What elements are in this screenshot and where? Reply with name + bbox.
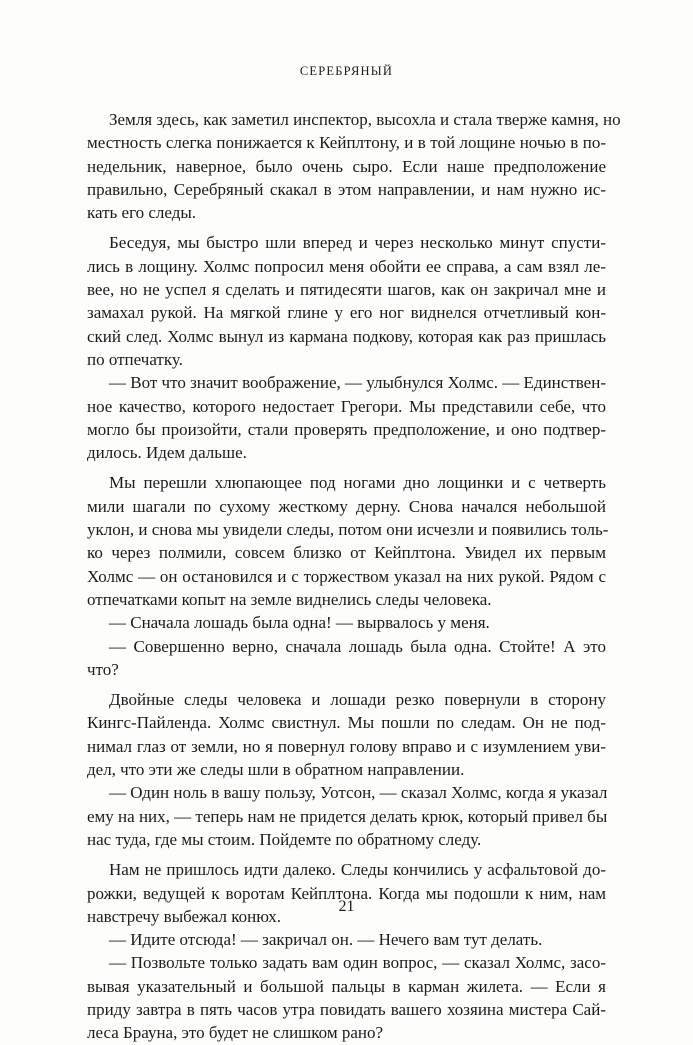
text-line: отпечатками копыт на земле виднелись следы человека. bbox=[87, 589, 492, 609]
paragraph bbox=[87, 781, 606, 851]
text-line: вывая указательный и большой пальцы в карман жилета. — Если я bbox=[87, 976, 606, 996]
text-line: Холмс — он остановился и с торжеством указал на них рукой. Рядом с bbox=[87, 566, 606, 586]
text-line: недельник, наверное, было очень сыро. Если наше предположение bbox=[87, 156, 606, 176]
text-line: — Сначала лошадь была одна! — вырвалось у меня. bbox=[109, 613, 490, 633]
text-line: местность слегка понижается к Кейплтону, и в той лощине ночью в по- bbox=[87, 133, 606, 153]
text-line: ский след. Холмс вынул из кармана подкову, которая как раз пришлась bbox=[87, 326, 606, 346]
paragraph bbox=[87, 928, 606, 951]
text-line: кать его следы. bbox=[87, 203, 197, 223]
text-line: — Один ноль в вашу пользу, Уотсон, — сказал Холмс, когда я указал bbox=[109, 783, 608, 803]
text-line: мили шагали по сухому жесткому дерну. Снова начался небольшой bbox=[87, 496, 606, 516]
text-line: что? bbox=[87, 659, 119, 679]
text-line: уклон, и снова мы увидели следы, потом они исчезли и появились толь- bbox=[87, 520, 609, 540]
text-line: навстречу выбежал конюх. bbox=[87, 906, 282, 926]
text-line: нимал глаз от земли, но я повернул голову вправо и с изумлением уви- bbox=[87, 736, 606, 756]
text-line: приду завтра в пять часов утра повидать вашего хозяина мистера Сай- bbox=[87, 999, 606, 1019]
paragraph bbox=[87, 371, 606, 464]
text-line: Нам не пришлось идти далеко. Следы кончились у асфальтовой до- bbox=[109, 860, 606, 880]
text-line: нас туда, где мы стоим. Пойдемте по обратному следу. bbox=[87, 829, 482, 849]
running-header: СЕРЕБРЯНЫЙ bbox=[299, 64, 394, 78]
page-number: 21 bbox=[338, 898, 355, 915]
text-line: Двойные следы человека и лошади резко повернули в сторону bbox=[109, 690, 606, 710]
text-line: Беседуя, мы быстро шли вперед и через несколько минут спусти- bbox=[109, 233, 606, 253]
text-line: могло бы произойти, стали проверять предположение, и оно подтвер- bbox=[87, 419, 606, 439]
paragraph bbox=[87, 688, 606, 781]
text-line: ное качество, которого недостает Грегори. Мы представили себе, что bbox=[87, 396, 606, 416]
text-line: — Вот что значит воображение, — улыбнулся Холмс. — Единствен- bbox=[109, 373, 606, 393]
text-line: леса Брауна, это будет не слишком рано? bbox=[87, 1023, 384, 1043]
text-line: Земля здесь, как заметил инспектор, высохла и стала тверже камня, но bbox=[109, 110, 621, 129]
paragraph bbox=[87, 231, 606, 371]
text-line: — Идите отсюда! — закричал он. — Нечего вам тут делать. bbox=[109, 930, 543, 950]
text-line: дилось. Идем дальше. bbox=[87, 443, 247, 463]
text-line: — Совершенно верно, сначала лошадь была одна. Стойте! А это bbox=[109, 636, 606, 656]
paragraph bbox=[87, 611, 606, 634]
paragraph bbox=[87, 471, 609, 611]
paragraph bbox=[87, 951, 606, 1044]
text-line: лись в лощину. Холмс попросил меня обойти ее справа, а сам взял ле- bbox=[87, 256, 606, 276]
paragraph bbox=[87, 858, 606, 928]
text-line: Мы перешли хлюпающее под ногами дно лощинки и с четверть bbox=[109, 473, 606, 493]
text-line: дел, что эти же следы шли в обратном направлении. bbox=[87, 760, 465, 780]
text-line: ко через полмили, совсем близко от Кейплтона. Увидел их первым bbox=[87, 543, 606, 563]
text-line: ему на них, — теперь нам не придется делать крюк, который привел бы bbox=[87, 806, 608, 826]
text-line: вее, но не успел я сделать и пятидесяти шагов, как он закричал мне и bbox=[87, 280, 606, 300]
text-line: рожки, ведущей к воротам Кейплтона. Когда мы подошли к ним, нам bbox=[87, 883, 606, 903]
text-line: — Позвольте только задать вам один вопрос, — сказал Холмс, засо- bbox=[109, 953, 606, 973]
text-line: правильно, Серебряный скакал в этом направлении, и нам нужно ис- bbox=[87, 179, 606, 199]
text-line: замахал рукой. На мягкой глине у его ног виднелся отчетливый кон- bbox=[87, 303, 606, 323]
paragraph bbox=[87, 635, 606, 682]
text-line: Кингс-Пайленда. Холмс свистнул. Мы пошли по следам. Он не под- bbox=[87, 713, 606, 733]
paragraph bbox=[87, 108, 621, 224]
text-line: по отпечатку. bbox=[87, 349, 183, 369]
